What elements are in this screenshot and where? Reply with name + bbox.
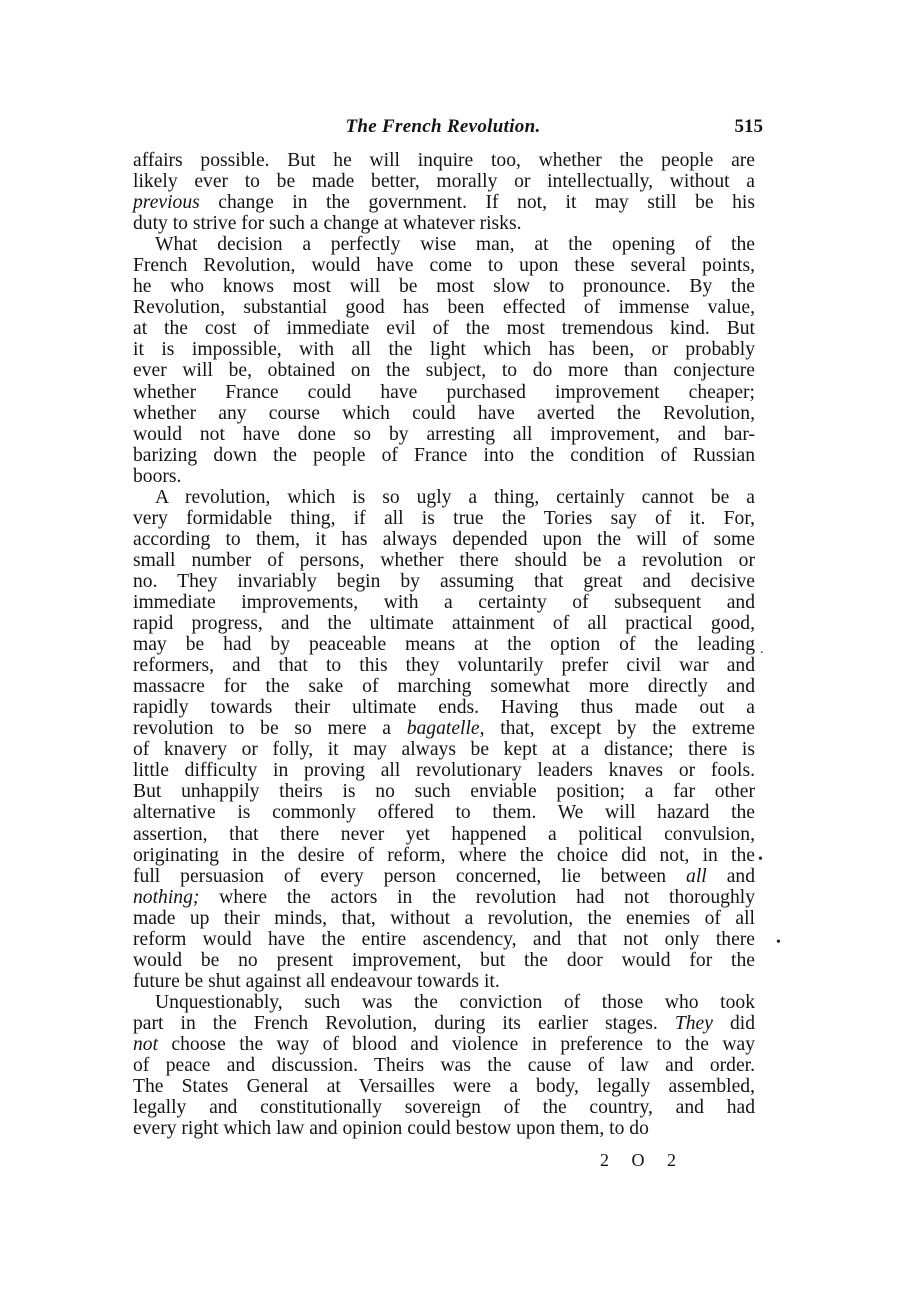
text-line: every right which law and opinion could bestow upon them, to do xyxy=(133,1118,649,1140)
text-line: previous change in the government. If not, it may still be his xyxy=(133,192,755,214)
text-line: very formidable thing, if all is true the Tories say of it. For, xyxy=(133,507,755,529)
text-line: made up their minds, that, without a revolution, the enemies of all xyxy=(133,907,755,929)
text-line: may be had by peaceable means at the option of the leading xyxy=(133,634,755,656)
text-line: would not have done so by arresting all improvement, and bar- xyxy=(133,423,755,445)
text-line: part in the French Revolution, during its earlier stages. They did xyxy=(133,1012,756,1034)
text-line: it is impossible, with all the light which has been, or probably xyxy=(133,339,755,361)
text-line: Revolution, substantial good has been effected of immense value, xyxy=(133,297,755,319)
text-line: reform would have the entire ascendency, and that not only there xyxy=(133,928,755,950)
text-line: barizing down the people of France into the condition of Russian xyxy=(133,444,755,466)
text-line: no. They invariably begin by assuming that great and decisive xyxy=(133,570,755,592)
text-line: Unquestionably, such was the conviction of those who took xyxy=(155,991,755,1013)
text-line: of knavery or folly, it may always be kept at a distance; there is xyxy=(133,739,755,761)
paragraph xyxy=(133,992,755,1139)
body-text xyxy=(133,150,755,1139)
text-line: originating in the desire of reform, where the choice did not, in the xyxy=(133,844,755,866)
text-line: nothing; where the actors in the revolution had not thoroughly xyxy=(133,886,755,908)
text-line: whether any course which could have averted the Revolution, xyxy=(133,402,755,424)
text-line: future be shut against all endeavour towards it. xyxy=(133,970,500,992)
text-line: whether France could have purchased improvement cheaper; xyxy=(133,381,755,403)
text-line: according to them, it has always depended upon the will of some xyxy=(133,528,755,550)
text-line: at the cost of immediate evil of the most tremendous kind. But xyxy=(133,318,755,340)
running-title: The French Revolution. xyxy=(345,116,541,137)
paragraph xyxy=(133,234,755,487)
text-line: French Revolution, would have come to upon these several points, xyxy=(133,255,755,277)
text-line: likely ever to be made better, morally or intellectually, without a xyxy=(133,171,755,193)
text-line: duty to strive for such a change at whatever risks. xyxy=(133,213,522,235)
text-line: not choose the way of blood and violence in preference to the way xyxy=(133,1033,755,1055)
text-line: What decision a perfectly wise man, at the opening of the xyxy=(155,234,755,256)
text-line: rapid progress, and the ultimate attainment of all practical good, xyxy=(133,613,755,635)
text-line: rapidly towards their ultimate ends. Having thus made out a xyxy=(133,697,755,719)
text-line: would be no present improvement, but the door would for the xyxy=(133,949,755,971)
margin-mark: . xyxy=(760,642,764,657)
text-line: assertion, that there never yet happened a political convulsion, xyxy=(133,823,755,845)
text-line: ever will be, obtained on the subject, to do more than conjecture xyxy=(133,360,755,382)
text-line: But unhappily theirs is no such enviable position; a far other xyxy=(133,781,755,803)
margin-mark: • xyxy=(758,852,763,867)
text-line: he who knows most will be most slow to pronounce. By the xyxy=(133,276,755,298)
text-line: small number of persons, whether there should be a revolution or xyxy=(133,549,755,571)
signature-mark: 2 O 2 xyxy=(600,1150,685,1170)
text-line: revolution to be so mere a bagatelle, that, except by the extreme xyxy=(133,718,755,740)
text-line: massacre for the sake of marching somewhat more directly and xyxy=(133,676,755,698)
text-line: boors. xyxy=(133,465,182,487)
text-line: reformers, and that to this they voluntarily prefer civil war and xyxy=(133,655,755,677)
text-line: little difficulty in proving all revolutionary leaders knaves or fools. xyxy=(133,760,755,782)
text-line: alternative is commonly offered to them. We will hazard the xyxy=(133,802,755,824)
page-number: 515 xyxy=(734,116,763,137)
paragraph xyxy=(133,150,755,234)
paragraph xyxy=(133,487,755,992)
text-line: immediate improvements, with a certainty of subsequent and xyxy=(133,591,755,613)
text-line: A revolution, which is so ugly a thing, certainly cannot be a xyxy=(155,486,755,508)
page-header xyxy=(133,116,763,146)
text-line: affairs possible. But he will inquire too, whether the people are xyxy=(133,150,755,171)
text-line: The States General at Versailles were a body, legally assembled, xyxy=(133,1076,755,1098)
text-line: of peace and discussion. Theirs was the cause of law and order. xyxy=(133,1055,755,1077)
text-line: legally and constitutionally sovereign of the country, and had xyxy=(133,1097,755,1119)
margin-mark: • xyxy=(776,935,781,950)
text-line: full persuasion of every person concerned, lie between all and xyxy=(133,865,755,887)
